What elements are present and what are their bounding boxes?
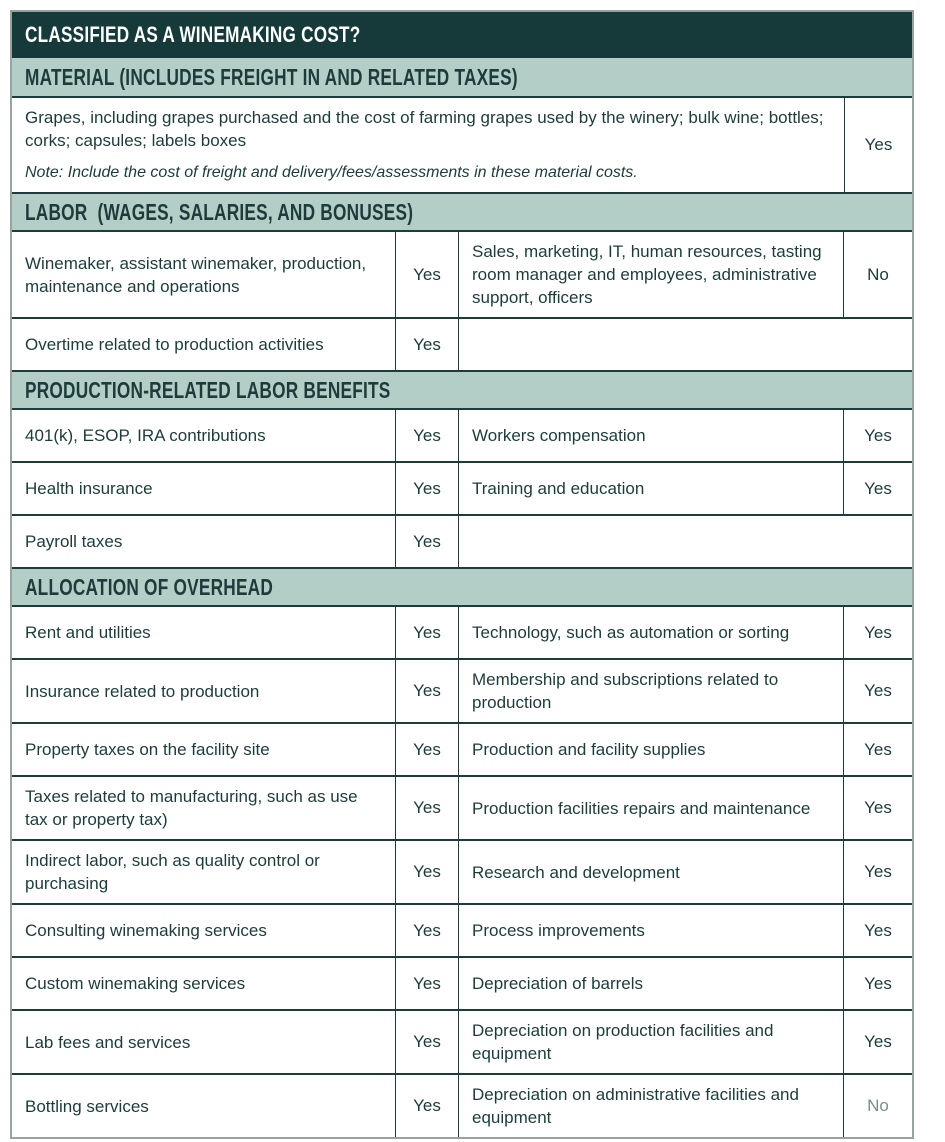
table-row xyxy=(12,408,912,461)
table-row xyxy=(12,956,912,1009)
cost-item-text: Insurance related to production xyxy=(25,681,260,701)
answer-cell: Yes xyxy=(395,463,458,514)
answer-cell: Yes xyxy=(395,660,458,722)
empty-cell xyxy=(458,516,912,567)
table-row xyxy=(12,317,912,370)
empty-cell xyxy=(458,319,912,370)
answer-cell: Yes xyxy=(843,607,912,658)
answer-cell: Yes xyxy=(395,319,458,370)
answer-cell: No xyxy=(843,1075,912,1137)
cost-item-cell xyxy=(458,463,843,514)
cost-item-text: Depreciation of barrels xyxy=(472,974,644,993)
cost-item-content xyxy=(25,106,828,184)
cost-item-text: Lab fees and services xyxy=(25,1032,191,1052)
answer-cell: Yes xyxy=(395,724,458,775)
cost-item-text: Taxes related to manufacturing, such as use tax or property tax) xyxy=(25,787,358,829)
table-row xyxy=(12,514,912,567)
cost-item-cell xyxy=(458,905,843,956)
answer-cell: Yes xyxy=(843,905,912,956)
cost-item-text: Sales, marketing, IT, human resources, tasting room manager and employees, administrative support, officers xyxy=(472,242,822,307)
answer-cell: Yes xyxy=(395,777,458,839)
cost-item-cell xyxy=(12,1011,395,1073)
cost-item-cell xyxy=(12,410,395,461)
answer-cell: No xyxy=(843,232,912,317)
cost-item-text: Overtime related to production activities xyxy=(25,335,324,354)
cost-item-text: Payroll taxes xyxy=(25,532,123,551)
table-row xyxy=(12,230,912,317)
answer-cell: Yes xyxy=(843,463,912,514)
cost-item-text: Depreciation on administrative facilities and equipment xyxy=(472,1085,799,1127)
section-heading-row xyxy=(12,192,912,230)
cost-item-text: Grapes, including grapes purchased and the cost of farming grapes used by the winery; bulk wine; bottles; corks; capsules; labels boxes xyxy=(25,108,824,150)
answer-cell: Yes xyxy=(843,410,912,461)
cost-item-cell xyxy=(458,410,843,461)
cost-item-text: Bottling services xyxy=(25,1096,149,1116)
table-row xyxy=(12,722,912,775)
answer-cell: Yes xyxy=(395,410,458,461)
cost-item-cell xyxy=(458,660,843,722)
table-row xyxy=(12,839,912,903)
cost-item-cell xyxy=(12,607,395,658)
cost-item-cell xyxy=(12,660,395,722)
table-title: CLASSIFIED AS A WINEMAKING COST? xyxy=(25,22,361,47)
answer-cell: Yes xyxy=(395,841,458,903)
answer-cell: Yes xyxy=(395,516,458,567)
section-heading-row xyxy=(12,370,912,408)
material-note: Note: Include the cost of freight and delivery/fees/assessments in these material costs. xyxy=(25,164,638,181)
answer-cell: Yes xyxy=(844,98,912,192)
cost-item-text: Technology, such as automation or sorting xyxy=(472,623,790,642)
table-row xyxy=(12,461,912,514)
section-heading-row xyxy=(12,58,912,96)
cost-item-cell xyxy=(458,607,843,658)
cost-item-cell xyxy=(12,232,395,317)
table-row xyxy=(12,605,912,658)
cost-item-cell xyxy=(12,1075,395,1137)
cost-item-text: Indirect labor, such as quality control or purchasing xyxy=(25,851,320,893)
cost-item-cell xyxy=(458,724,843,775)
section-heading-row xyxy=(12,567,912,605)
cost-item-cell xyxy=(12,463,395,514)
answer-cell: Yes xyxy=(843,958,912,1009)
answer-cell: Yes xyxy=(843,1011,912,1073)
answer-cell: Yes xyxy=(395,905,458,956)
cost-item-text: Depreciation on production facilities and equipment xyxy=(472,1021,774,1063)
cost-item-cell xyxy=(458,232,843,317)
cost-item-text: Production facilities repairs and maintenance xyxy=(472,798,811,818)
cost-item-text: Property taxes on the facility site xyxy=(25,740,270,759)
cost-item-cell xyxy=(458,958,843,1009)
cost-item-text: Workers compensation xyxy=(472,426,646,445)
cost-item-cell xyxy=(458,1011,843,1073)
answer-cell: Yes xyxy=(843,660,912,722)
table-row xyxy=(12,1073,912,1137)
answer-cell: Yes xyxy=(395,1011,458,1073)
cost-item-text: Process improvements xyxy=(472,921,645,940)
table-row xyxy=(12,903,912,956)
cost-item-cell xyxy=(458,1075,843,1137)
section-heading-label: ALLOCATION OF OVERHEAD xyxy=(25,573,274,600)
cost-item-cell xyxy=(12,98,844,192)
cost-item-text: Training and education xyxy=(472,479,645,498)
answer-cell: Yes xyxy=(395,958,458,1009)
section-heading-label: LABOR (WAGES, SALARIES, AND BONUSES) xyxy=(25,198,414,225)
table-row xyxy=(12,658,912,722)
answer-cell: Yes xyxy=(395,232,458,317)
cost-item-text: Research and development xyxy=(472,862,680,882)
cost-item-text: Consulting winemaking services xyxy=(25,921,267,940)
table-row xyxy=(12,96,912,192)
cost-item-text: Health insurance xyxy=(25,479,153,498)
cost-item-cell xyxy=(12,905,395,956)
answer-cell: Yes xyxy=(395,607,458,658)
cost-item-text: Custom winemaking services xyxy=(25,974,246,993)
cost-item-text: Production and facility supplies xyxy=(472,740,706,759)
cost-item-cell xyxy=(12,724,395,775)
section-heading-label: MATERIAL (INCLUDES FREIGHT IN AND RELATED TAXES) xyxy=(25,63,518,90)
table-row xyxy=(12,775,912,839)
section-heading-label: PRODUCTION-RELATED LABOR BENEFITS xyxy=(25,376,391,403)
cost-item-text: Winemaker, assistant winemaker, production, maintenance and operations xyxy=(25,253,367,296)
cost-item-cell xyxy=(12,841,395,903)
table-row xyxy=(12,1009,912,1073)
cost-item-cell xyxy=(458,841,843,903)
answer-cell: Yes xyxy=(843,777,912,839)
cost-item-cell xyxy=(458,777,843,839)
answer-cell: Yes xyxy=(843,841,912,903)
cost-item-cell xyxy=(12,777,395,839)
table-title-bar xyxy=(12,12,912,58)
cost-item-text: 401(k), ESOP, IRA contributions xyxy=(25,426,266,445)
cost-item-cell xyxy=(12,319,395,370)
cost-item-cell xyxy=(12,958,395,1009)
answer-cell: Yes xyxy=(843,724,912,775)
cost-item-cell xyxy=(12,516,395,567)
winemaking-cost-table xyxy=(10,10,914,1139)
answer-cell: Yes xyxy=(395,1075,458,1137)
cost-item-text: Membership and subscriptions related to production xyxy=(472,670,779,712)
cost-item-text: Rent and utilities xyxy=(25,623,151,642)
